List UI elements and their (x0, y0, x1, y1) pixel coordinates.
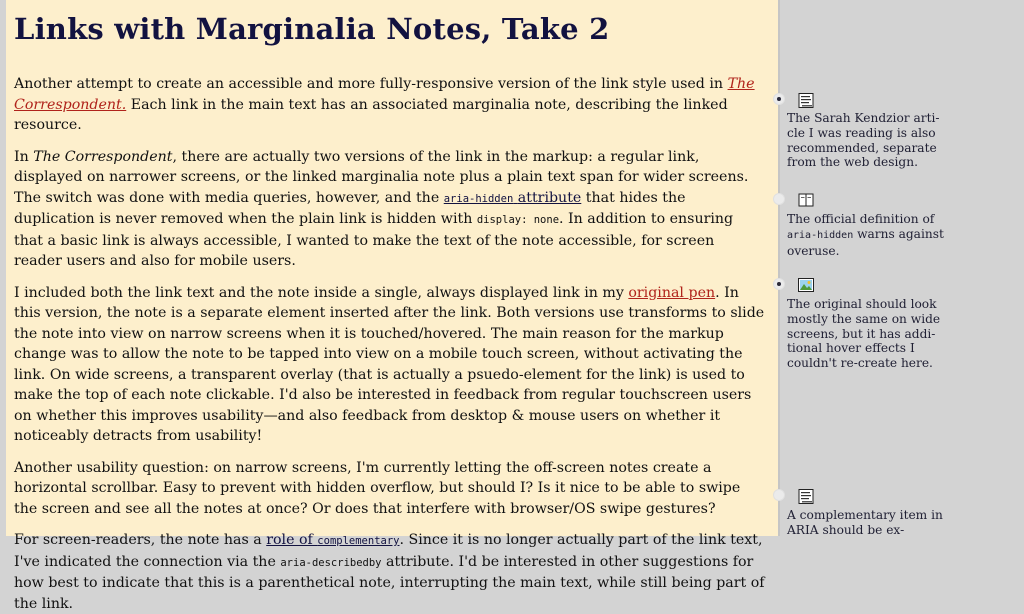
margin-divider (778, 0, 780, 536)
document-icon[interactable] (798, 489, 814, 504)
paragraph-correspondent: In The Correspondent, there are actually two versions of the link in the markup: a regular link, displayed on narrower screens, or the linked marginalia note plus a plain text span for wider screens. The switch was done with media queries, however, and the aria-hidden attribute that hides the duplication is never removed when the plain link is hidden with display: none. In addition to ensuring that a basic link is always accessible, I wanted to make the text of the note accessible, for screen reader users and also for mobile users. (14, 148, 749, 269)
marginalia-note[interactable]: A complementary item in ARIA should be ex- (787, 508, 943, 537)
paragraph-intro: Another attempt to create an accessible and more fully-responsive version of the link style used in The Correspondent. Each link in the main text has an associated marginalia note, describing the linked resource. (14, 76, 755, 133)
marginalia-note[interactable]: The official definition of aria-hidden warns against overuse. (787, 212, 944, 258)
aria-hidden-attribute-link[interactable]: aria-hidden attribute (443, 189, 582, 206)
document-icon[interactable] (798, 93, 814, 108)
image-icon[interactable] (798, 278, 814, 293)
note-marker[interactable] (773, 193, 785, 205)
main-content (6, 0, 779, 612)
marginalia-note[interactable]: The Sarah Kendzior article I was reading is also recommended, separate from the web design. (787, 111, 940, 170)
note-marker[interactable] (773, 93, 785, 105)
paragraph-usability: Another usability question: on narrow screens, I'm currently letting the off-screen notes create a horizontal scrollbar. Easy to prevent with hidden overflow, but should I? Is it nice to be able to swipe the screen and see all the notes at once? Or does that interfere with browser/OS swipe gestures? (14, 459, 741, 517)
paragraph-original-pen: I included both the link text and the note inside a single, always displayed link in my original pen. In this version, the note is a separate element inserted after the link. Both versions use transforms to slide the note into view on narrow screens when it is touched/hovered. The main reason for the markup change was to allow the note to be tapped into view on a mobile touch screen, without activating the link. On wide screens, a transparent overlay (that is actually a psuedo-element for the link) is used to make the top of each note clickable. I'd also be interested in feedback from regular touchscreen users on whether this improves usability—and also feedback from desktop & mouse users on whether it noticeably detracts from usability! (14, 284, 765, 444)
marginalia-note[interactable]: The original should look mostly the same on wide screens, but it has additional hover effects I couldn't re-create here. (787, 297, 941, 371)
original-pen-link[interactable]: original pen (628, 284, 716, 301)
correspondent-link[interactable]: The Correspondent. (14, 76, 755, 113)
book-icon[interactable] (798, 193, 814, 208)
note-marker[interactable] (773, 489, 785, 501)
page-title: Links with Marginalia Notes, Take 2 (14, 12, 610, 46)
paragraph-screen-readers: For screen-readers, the note has a role of complementary. Since it is no longer actually part of the link text, I've indicated the connection via the aria-describedby attribute. I'd be interested in other suggestions for how best to indicate that this is a parenthetical note, interrupting the main text, while still being part of the link. (14, 532, 765, 612)
complementary-role-link[interactable]: role of complementary (266, 532, 400, 548)
note-marker[interactable] (773, 278, 785, 290)
